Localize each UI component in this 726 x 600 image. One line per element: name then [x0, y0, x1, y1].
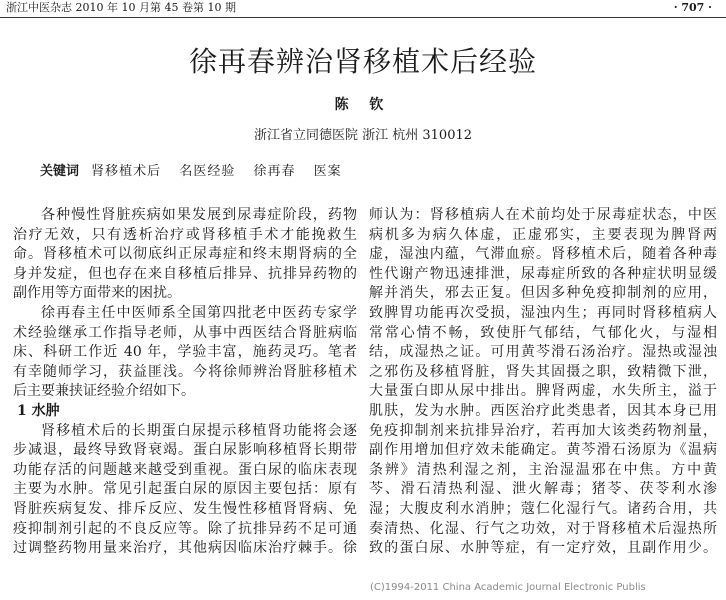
body-line: 徐再春主任中医师系全国第四批老中医药专家学 — [41, 304, 357, 321]
body-line: 术经验继承工作指导老师，从事中西医结合肾脏病临 — [13, 324, 357, 341]
body-line: 治疗无效，只有透析治疗或肾移植手术才能挽救生 — [13, 226, 357, 243]
body-line: 各种慢性肾脏疾病如果发展到尿毒症阶段，药物 — [41, 207, 357, 223]
body-line: 师认为：肾移植病人在术前均处于尿毒症状态，中医 — [369, 207, 717, 223]
section-heading: 1 水肿 — [17, 402, 60, 419]
body-line: 免疫抑制剂来抗排异治疗，若再加大该类药物剂量， — [369, 422, 717, 439]
keywords-line — [40, 162, 720, 182]
journal-citation: 浙江中医杂志 2010 年 10 月第 45 卷第 10 期 — [6, 1, 236, 14]
body-line: 条辨》清热利湿之剂，主治湿温邪在中焦。方中黄 — [369, 461, 717, 478]
keyword: 徐再春 — [253, 164, 296, 179]
header-rule — [0, 17, 726, 18]
body-line: 解并消失，邪去正复。但因多种免疫抑制剂的应用， — [369, 285, 717, 302]
keyword: 医案 — [313, 164, 342, 179]
running-header — [0, 0, 726, 16]
keyword: 名医经验 — [179, 164, 236, 179]
body-line: 有幸随师学习，获益匪浅。今将徐师辨治肾脏移植术 — [13, 363, 357, 380]
body-line: 湿；大腹皮利水消肿；蔻仁化湿行气。诸药合用，共 — [369, 500, 717, 517]
body-line: 步减退，最终导致肾衰竭。蛋白尿影响移植肾长期带 — [13, 442, 357, 459]
body-line: 过调整药物用量来治疗，其他病因临床治疗棘手。徐 — [13, 540, 357, 557]
page-number: · 707 · — [673, 1, 712, 14]
body-line: 功能存活的问题越来越受到重视。蛋白尿的临床表现 — [13, 461, 357, 478]
body-line: 常常心情不畅，致使肝气郁结，气郁化火，与湿相 — [369, 324, 717, 341]
body-line: 床、科研工作近 40 年，学验丰富，施药灵巧。笔者 — [13, 344, 357, 361]
author-affiliation: 浙江省立同德医院 浙江 杭州 310012 — [253, 128, 473, 143]
body-line: 致的蛋白尿、水肿等症，有一定疗效，且副作用少。 — [369, 540, 717, 557]
left-column — [13, 206, 357, 559]
body-line: 虚，湿浊内蕴，气滞血瘀。肾移植术后，随着各种毒 — [369, 246, 717, 263]
body-line: 身并发症，但也存在来自移植后排异、抗排异药物的 — [13, 265, 357, 282]
body-line: 肌肤，发为水肿。西医治疗此类患者，因其本身已用 — [369, 402, 717, 419]
body-line: 疫抑制剂引起的不良反应等。除了抗排异药不足可通 — [13, 520, 357, 537]
body-line: 命。肾移植术可以彻底纠正尿毒症和终末期肾病的全 — [13, 246, 357, 263]
body-line: 结，成湿热之证。可用黄芩滑石汤治疗。湿热或湿浊 — [369, 344, 717, 361]
keyword: 肾移植术后 — [91, 164, 162, 179]
body-line: 肾脏疾病复发、排斥反应、发生慢性移植肾肾病、免 — [13, 500, 357, 517]
keywords-label: 关键词 — [40, 164, 80, 179]
body-line: 肾移植术后的长期蛋白尿提示移植肾功能将会逐 — [41, 422, 357, 439]
body-line: 病机多为病久体虚，正虚邪实，主要表现为脾肾两 — [369, 226, 717, 243]
body-line: 性代谢产物迅速排泄，尿毒症所致的各种症状明显缓 — [369, 265, 717, 282]
body-line: 大量蛋白即从尿中排出。脾肾两虚，水失所主，溢于 — [369, 383, 717, 400]
copyright-watermark: (C)1994-2011 China Academic Journal Electronic Publis — [370, 582, 646, 593]
author-name: 陈 钦 — [334, 97, 392, 113]
article-title: 徐再春辨治肾移植术后经验 — [188, 45, 537, 78]
right-column — [369, 206, 717, 559]
body-line: 主要为水肿。常见引起蛋白尿的原因主要包括：原有 — [13, 481, 357, 498]
body-line: 副作用增加但疗效未能确定。黄芩滑石汤原为《温病 — [369, 442, 717, 459]
body-line: 副作用等方面带来的困扰。 — [13, 285, 181, 302]
body-line: 之邪伤及移植肾脏，肾失其固摄之职，致精微下泄， — [369, 363, 717, 380]
body-line: 芩、滑石清热利湿、泄火解毒；猪苓、茯苓利水渗 — [369, 481, 717, 498]
body-line: 奏清热、化湿、行气之功效，对于肾移植术后湿热所 — [369, 520, 717, 537]
body-line: 后主要兼挟证经验介绍如下。 — [13, 383, 195, 400]
body-line: 致脾胃功能再次受损，湿浊内生；再同时肾移植病人 — [369, 304, 717, 321]
